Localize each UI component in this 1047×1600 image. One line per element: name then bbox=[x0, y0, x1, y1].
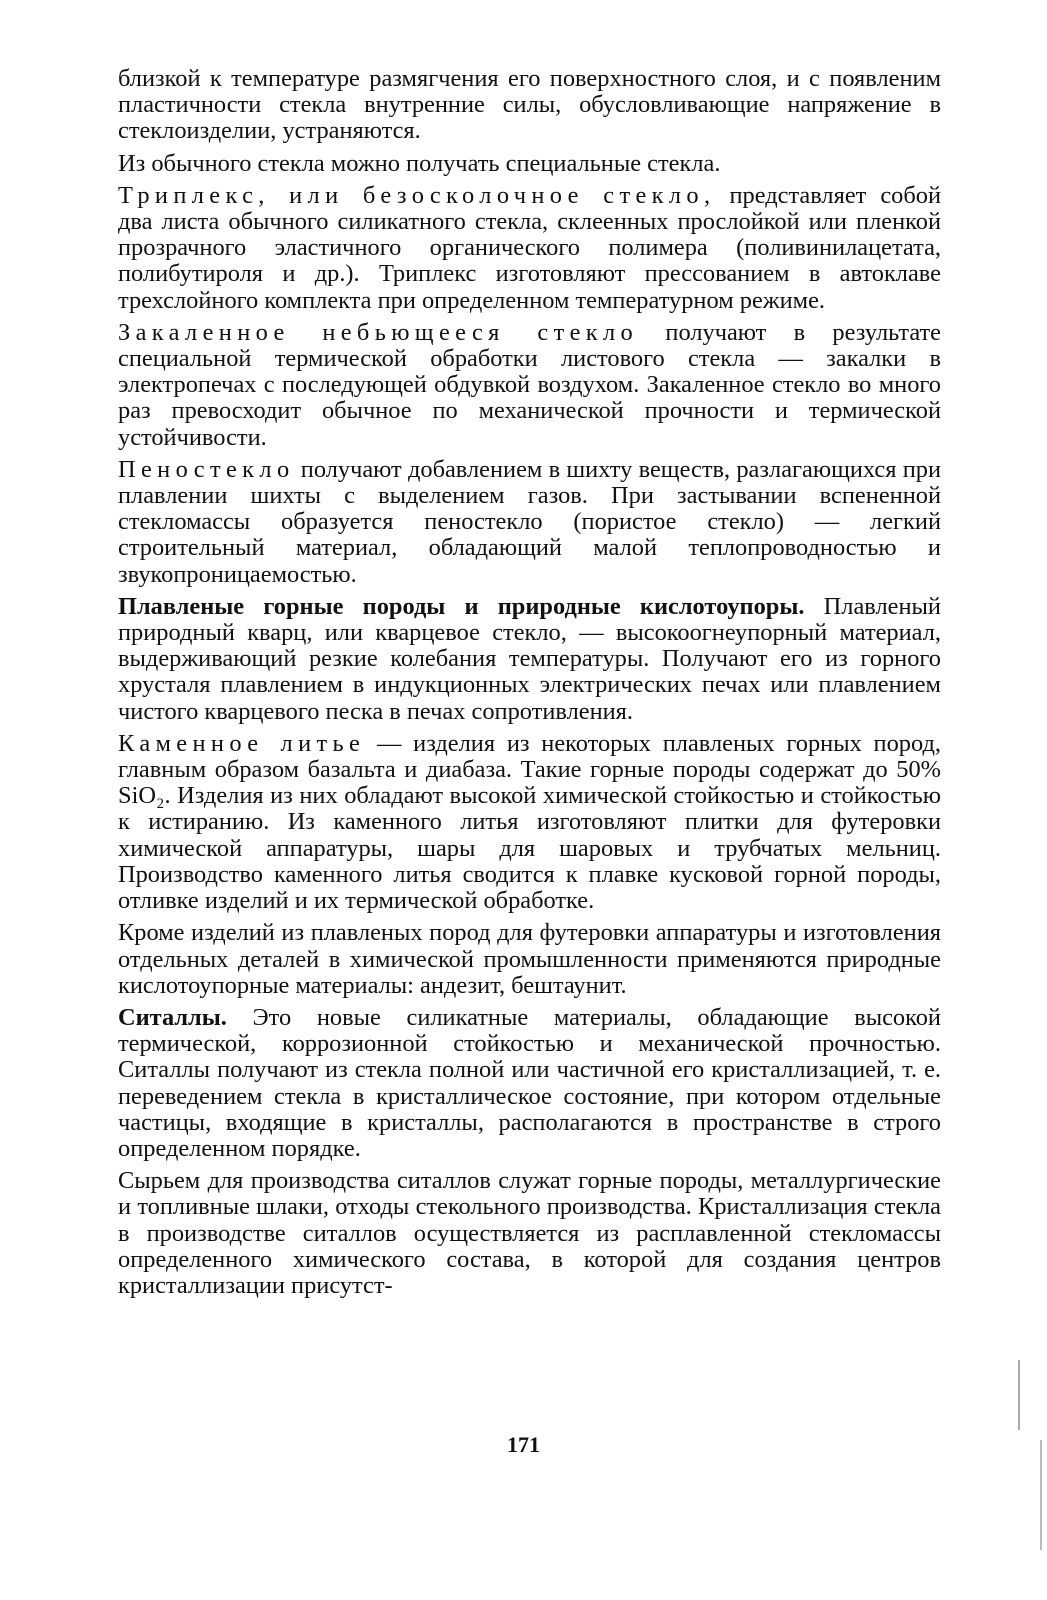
paragraph-stone-casting bbox=[118, 731, 941, 914]
page-number: 171 bbox=[507, 1432, 540, 1457]
paragraph-sitalls bbox=[118, 1005, 941, 1162]
paragraph-acid-resistant bbox=[118, 920, 941, 999]
paragraph-text: Это новые силикатные материалы, обладающие высокой термической, коррозионной стойкостью и механической прочностью. Ситаллы получают из стекла полной или частичной его кристаллизацией, т. е. переведением стекла в кристаллическое состояние, при котором отдельные частицы, входящие в кристаллы, располагаются в пространстве в строго определенном порядке. bbox=[118, 1003, 941, 1162]
paragraph-tempered-glass bbox=[118, 320, 941, 451]
term-triplex: Триплекс, или безосколочное стекло, bbox=[118, 181, 716, 209]
body-text bbox=[118, 66, 941, 1305]
paragraph-text: получают добавлением в шихту веществ, разлагающихся при плавлении шихты с выделением газов. При застывании вспененной стекломассы образуется пеностекло (пористое стекло) — легкий строительный материал, обладающий малой теплопроводностью и звукопроницаемостью. bbox=[118, 455, 941, 588]
heading-fused-rocks: Плавленые горные породы и природные кислотоупоры. bbox=[118, 592, 805, 620]
paragraph-triplex bbox=[118, 183, 941, 314]
paragraph-text: Из обычного стекла можно получать специальные стекла. bbox=[118, 149, 721, 177]
paragraph-fused-rocks bbox=[118, 594, 941, 725]
paragraph-text: близкой к температуре размягчения его поверхностного слоя, и с появленим пластичности стекла внутренние силы, обусловливающие напряжение в стеклоизделии, устраняются. bbox=[118, 65, 941, 145]
heading-sitalls: Ситаллы. bbox=[118, 1003, 227, 1031]
paragraph-2 bbox=[118, 151, 941, 177]
margin-mark bbox=[1018, 1360, 1020, 1430]
paragraph-raw-materials bbox=[118, 1168, 941, 1299]
paragraph-foam-glass bbox=[118, 457, 941, 588]
paragraph-text: получают в результате специальной термической обработки листового стекла — закалки в электропечах с последующей обдувкой воздухом. Закаленное стекло во много раз превосходит обычное по механической прочности и термической устойчивости. bbox=[118, 318, 941, 451]
paragraph-text: Плавленый природный кварц, или кварцевое стекло, — высокоогнеупорный материал, выдерживающий резкие колебания температуры. Получают его из горного хрусталя плавлением в индукционных электрических печах или плавлением чистого кварцевого песка в печах сопротивления. bbox=[118, 592, 941, 725]
term-tempered-glass: Закаленное небьющееся стекло bbox=[118, 318, 639, 346]
term-foam-glass: Пеностекло bbox=[118, 455, 295, 483]
margin-mark bbox=[1040, 1440, 1042, 1550]
paragraph-1 bbox=[118, 66, 941, 145]
paragraph-text: — изделия из некоторых плавленых горных пород, главным образом базальта и диабаза. Такие горные породы содержат до 50% SiO₂. Изделия из них обладают высокой химической стойкостью и стойкостью к истиранию. Из каменного литья изготовляют плитки для футеровки химической аппаратуры, шары для шаровых и трубчатых мельниц. Производство каменного литья сводится к плавке кусковой горной породы, отливке изделий и их термической обработке. bbox=[118, 729, 941, 915]
term-stone-casting: Каменное литье bbox=[118, 729, 366, 757]
paragraph-text: представляет собой два листа обычного силикатного стекла, склеенных прослойкой или пленкой прозрачного эластичного органического полимера (поливинилацетата, полибутироля и др.). Триплекс изготовляют прессованием в автоклаве трехслойного комплекта при определенном температурном режиме. bbox=[118, 181, 941, 314]
paragraph-text: Сырьем для производства ситаллов служат горные породы, металлургические и топливные шлаки, отходы стекольного производства. Кристаллизация стекла в производстве ситаллов осуществляется из расплавленной стекломассы определенного химического состава, в которой для создания центров кристаллизации присутст- bbox=[118, 1167, 941, 1299]
paragraph-text: Кроме изделий из плавленых пород для футеровки аппаратуры и изготовления отдельных деталей в химической промышленности применяются природные кислотоупорные материалы: андезит, бештаунит. bbox=[118, 919, 941, 999]
